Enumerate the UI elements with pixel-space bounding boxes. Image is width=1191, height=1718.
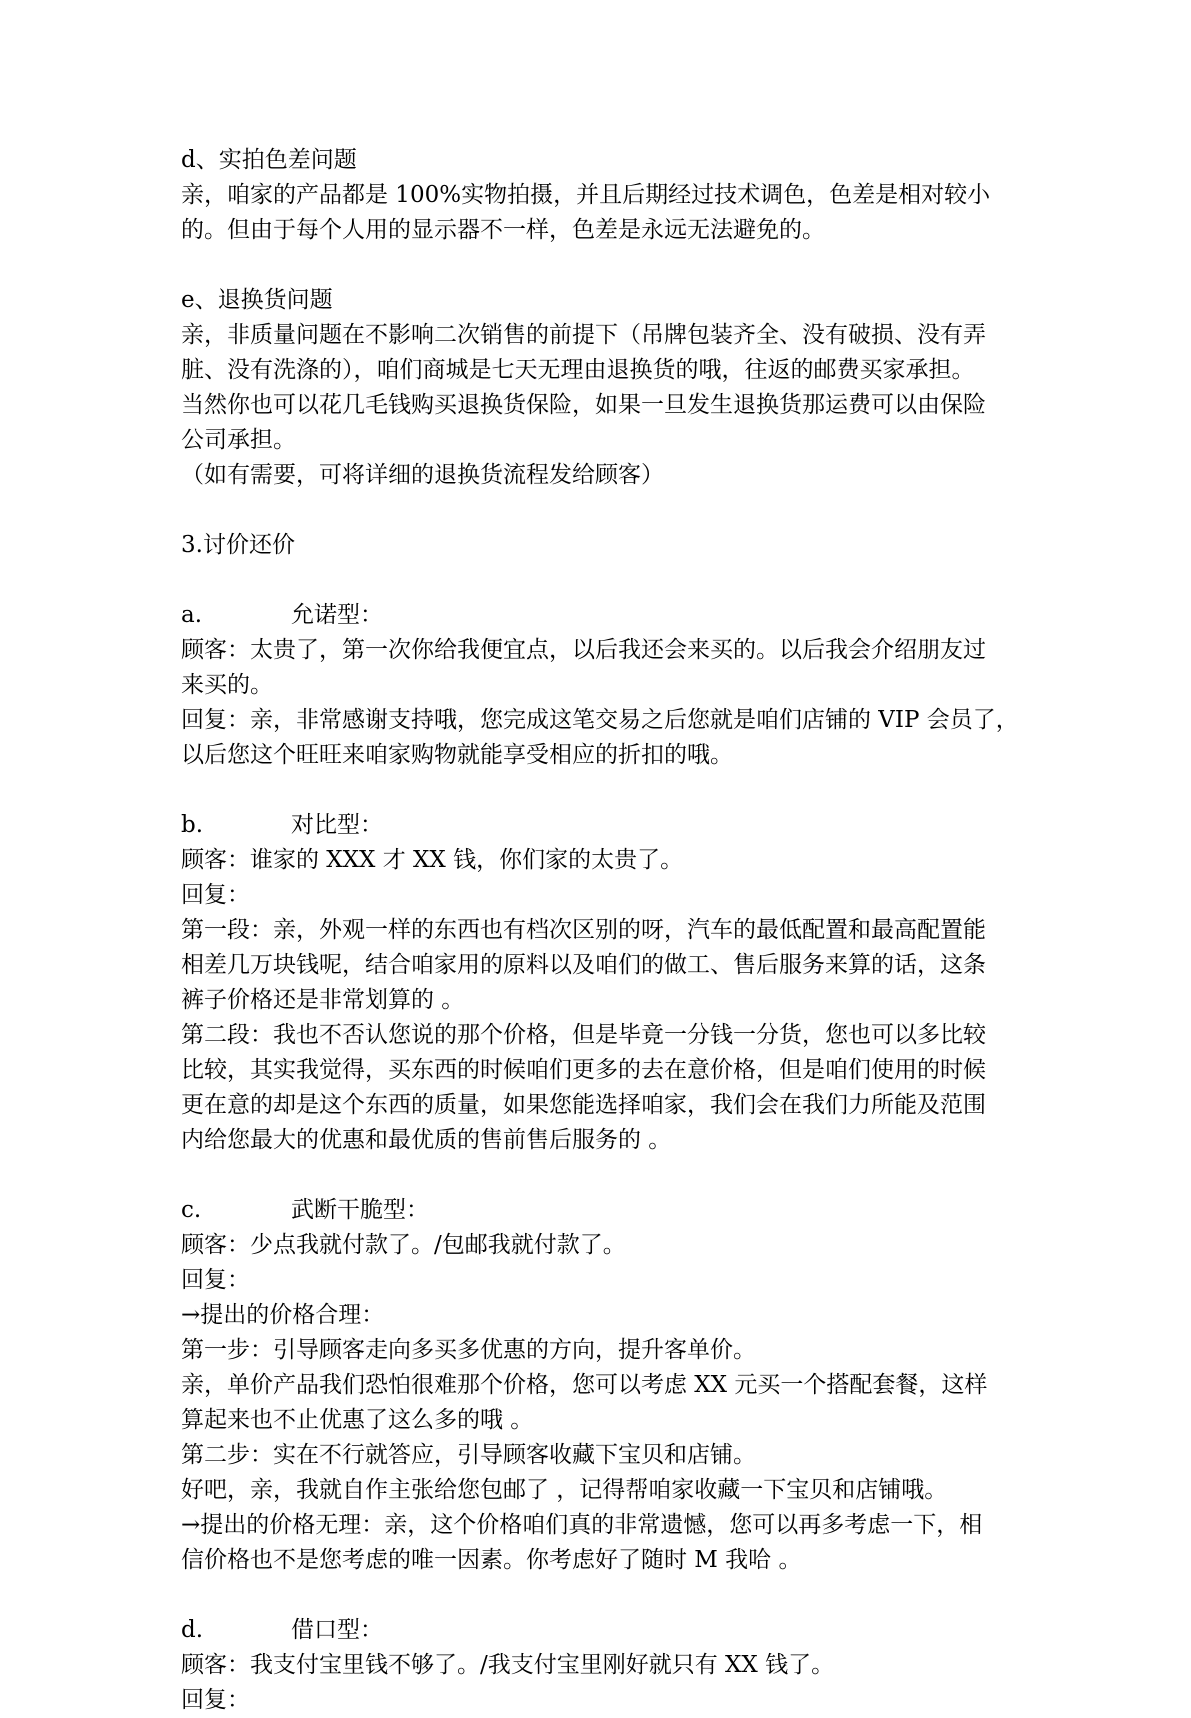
paragraph-line: 裤子价格还是非常划算的 。	[181, 987, 465, 1013]
paragraph-line: 亲，非质量问题在不影响二次销售的前提下（吊牌包装齐全、没有破损、没有弄	[181, 322, 986, 348]
type-title: 允诺型：	[291, 602, 383, 628]
blank-line	[181, 773, 1021, 808]
paragraph-line: 回复：亲，非常感谢支持哦，您完成这笔交易之后您就是咱们店铺的 VIP 会员了，	[181, 707, 1019, 733]
paragraph-line: →提出的价格无理：亲，这个价格咱们真的非常遗憾，您可以再多考虑一下，相	[181, 1512, 983, 1538]
type-letter: a.	[181, 602, 203, 628]
blank-line	[181, 1578, 1021, 1613]
paragraph-line: 第一步：引导顾客走向多买多优惠的方向，提升客单价。	[181, 1337, 756, 1363]
paragraph-line: 第二步：实在不行就答应，引导顾客收藏下宝贝和店铺。	[181, 1442, 756, 1468]
paragraph-line: 算起来也不止优惠了这么多的哦 。	[181, 1407, 534, 1433]
paragraph-line: 公司承担。	[181, 427, 296, 453]
paragraph-line: 当然你也可以花几毛钱购买退换货保险，如果一旦发生退换货那运费可以由保险	[181, 392, 986, 418]
paragraph-line: 内给您最大的优惠和最优质的售前售后服务的 。	[181, 1127, 672, 1153]
paragraph-line: （如有需要，可将详细的退换货流程发给顾客）	[181, 462, 664, 488]
type-heading	[181, 1613, 1021, 1648]
type-excuse	[181, 1613, 1021, 1718]
type-decisive	[181, 1193, 1021, 1578]
paragraph-line: →提出的价格合理：	[181, 1302, 385, 1328]
section-returns	[181, 283, 1021, 493]
section-heading: d、实拍色差问题	[181, 147, 357, 173]
paragraph-line: 顾客：少点我就付款了。/包邮我就付款了。	[181, 1232, 626, 1258]
paragraph-line: 顾客：我支付宝里钱不够了。/我支付宝里刚好就只有 XX 钱了。	[181, 1652, 835, 1678]
type-comparison	[181, 808, 1021, 1158]
type-title: 对比型：	[291, 812, 383, 838]
type-heading	[181, 1193, 1021, 1228]
paragraph-line: 脏、没有洗涤的），咱们商城是七天无理由退换货的哦，往返的邮费买家承担。	[181, 357, 975, 383]
paragraph-line: 相差几万块钱呢，结合咱家用的原料以及咱们的做工、售后服务来算的话，这条	[181, 952, 986, 978]
paragraph-line: 好吧，亲，我就自作主张给您包邮了 ，记得帮咱家收藏一下宝贝和店铺哦。	[181, 1477, 948, 1503]
type-title: 借口型：	[291, 1617, 383, 1643]
type-promise	[181, 598, 1021, 773]
paragraph-line: 亲，咱家的产品都是 100%实物拍摄，并且后期经过技术调色，色差是相对较小	[181, 182, 991, 208]
paragraph-line: 第一段：亲，外观一样的东西也有档次区别的呀，汽车的最低配置和最高配置能	[181, 917, 986, 943]
type-heading	[181, 598, 1021, 633]
document-body	[181, 143, 1021, 1718]
paragraph-line: 亲，单价产品我们恐怕很难那个价格，您可以考虑 XX 元买一个搭配套餐，这样	[181, 1372, 988, 1398]
paragraph-line: 的。但由于每个人用的显示器不一样，色差是永远无法避免的。	[181, 217, 825, 243]
type-title: 武断干脆型：	[291, 1197, 429, 1223]
section-heading: e、退换货问题	[181, 287, 333, 313]
blank-line	[181, 563, 1021, 598]
paragraph-line: 回复：	[181, 1267, 250, 1293]
section-color-difference	[181, 143, 1021, 248]
paragraph-line: 第二段：我也不否认您说的那个价格，但是毕竟一分钱一分货，您也可以多比较	[181, 1022, 986, 1048]
type-letter: b.	[181, 812, 204, 838]
paragraph-line: 顾客：谁家的 XXX 才 XX 钱，你们家的太贵了。	[181, 847, 684, 873]
section-heading: 3.讨价还价	[181, 532, 295, 558]
blank-line	[181, 1158, 1021, 1193]
section-bargaining	[181, 528, 1021, 563]
type-letter: d.	[181, 1617, 204, 1643]
blank-line	[181, 493, 1021, 528]
paragraph-line: 回复：	[181, 1687, 250, 1713]
paragraph-line: 顾客：太贵了，第一次你给我便宜点，以后我还会来买的。以后我会介绍朋友过	[181, 637, 986, 663]
type-heading	[181, 808, 1021, 843]
paragraph-line: 来买的。	[181, 672, 273, 698]
paragraph-line: 以后您这个旺旺来咱家购物就能享受相应的折扣的哦。	[181, 742, 733, 768]
type-letter: c.	[181, 1197, 202, 1223]
paragraph-line: 更在意的却是这个东西的质量，如果您能选择咱家，我们会在我们力所能及范围	[181, 1092, 986, 1118]
paragraph-line: 回复：	[181, 882, 250, 908]
paragraph-line: 信价格也不是您考虑的唯一因素。你考虑好了随时 M 我哈 。	[181, 1547, 802, 1573]
blank-line	[181, 248, 1021, 283]
paragraph-line: 比较，其实我觉得，买东西的时候咱们更多的去在意价格，但是咱们使用的时候	[181, 1057, 986, 1083]
